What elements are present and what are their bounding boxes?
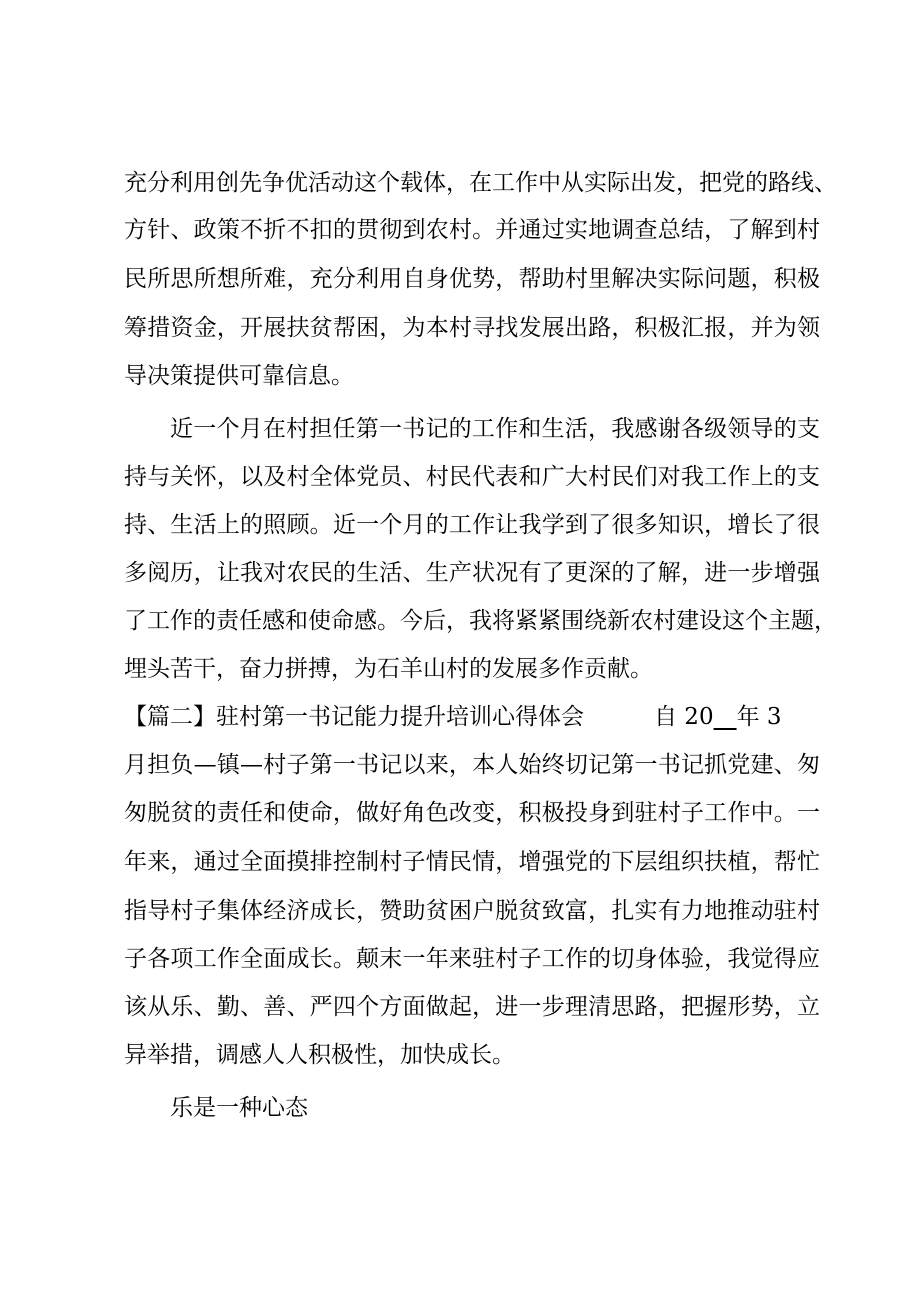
paragraph-2-line: 多阅历，让我对农民的生活、生产状况有了更深的了解，进一步增强 (124, 560, 820, 586)
subheading: 乐是一种心态 (170, 1095, 308, 1121)
date-blank (714, 704, 737, 730)
paragraph-3-line: 指导村子集体经济成长，赞助贫困户脱贫致富，扎实有力地推动驻村 (124, 898, 820, 924)
paragraph-1-line: 民所思所想所难，充分利用自身优势，帮助村里解决实际问题，积极 (124, 266, 820, 292)
date-suffix: 年 3 (736, 704, 782, 730)
paragraph-1-line: 导决策提供可靠信息。 (124, 363, 354, 389)
section-title: 【篇二】驻村第一书记能力提升培训心得体会 (124, 704, 584, 730)
paragraph-3-line: 子各项工作全面成长。颠末一年来驻村子工作的切身体验，我觉得应 (124, 946, 820, 972)
paragraph-3-line: 异举措，调感人人积极性，加快成长。 (124, 1042, 515, 1068)
paragraph-3-line: 年来，通过全面摸排控制村子情民情，增强党的下层组织扶植，帮忙 (124, 849, 820, 875)
paragraph-2-line: 埋头苦干，奋力拼搏，为石羊山村的发展多作贡献。 (124, 656, 653, 682)
section-date (654, 697, 782, 737)
paragraph-2-line: 了工作的责任感和使命感。今后，我将紧紧围绕新农村建设这个主题， (124, 608, 837, 634)
paragraph-1-line: 充分利用创先争优活动这个载体，在工作中从实际出发，把党的路线、 (124, 170, 837, 196)
paragraph-3-line: 该从乐、勤、善、严四个方面做起，进一步理清思路，把握形势，立 (124, 994, 820, 1020)
paragraph-2-line: 持与关怀，以及村全体党员、村民代表和广大村民们对我工作上的支 (124, 464, 820, 490)
paragraph-2-line: 持、生活上的照顾。近一个月的工作让我学到了很多知识，增长了很 (124, 512, 820, 538)
date-prefix: 自 20 (654, 704, 714, 730)
paragraph-1-line: 方针、政策不折不扣的贯彻到农村。并通过实地调查总结，了解到村 (124, 217, 820, 243)
paragraph-3-line: 匆脱贫的责任和使命，做好角色改变，积极投身到驻村子工作中。一 (124, 800, 820, 826)
paragraph-2-line: 近一个月在村担任第一书记的工作和生活，我感谢各级领导的支 (170, 416, 820, 442)
section-heading (124, 697, 820, 737)
paragraph-1-line: 筹措资金，开展扶贫帮困，为本村寻找发展出路，积极汇报，并为领 (124, 315, 820, 341)
paragraph-3-line: 月担负—镇—村子第一书记以来，本人始终切记第一书记抓党建、匆 (124, 752, 820, 778)
